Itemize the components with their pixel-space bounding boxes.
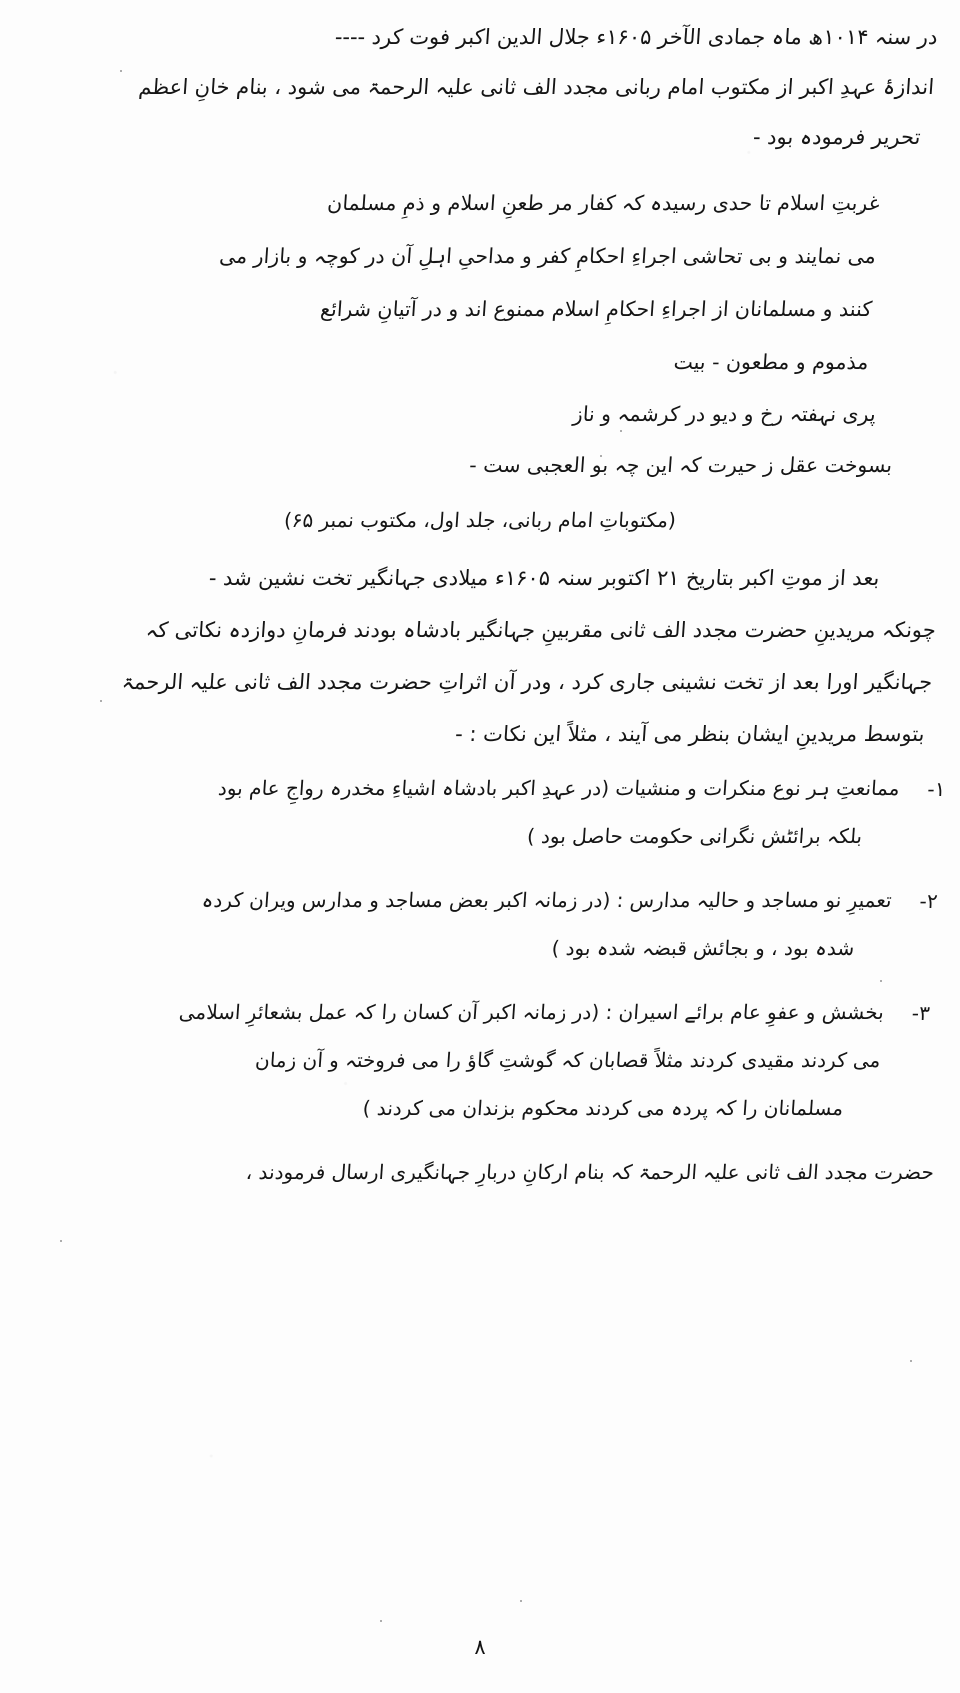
closing-paragraph — [25, 1153, 936, 1191]
list-item — [32, 769, 947, 865]
list-item-line: می کردند مقیدی کردند مثلاً قصابان کہ گوشتِ گاؤ را می فروختہ و آن زمان — [254, 1047, 882, 1072]
list-item-body — [24, 881, 893, 977]
list-item — [24, 881, 939, 977]
page-number: ٨ — [474, 1635, 486, 1659]
paragraph-line: حضرت مجدد الف ثانی علیہ الرحمۃ کہ بنام ارکانِ دربارِ جہانگیری ارسال فرمودند ، — [245, 1159, 935, 1184]
quote-line: می نمایند و بی تحاشی اجراءِ احکامِ کفر و مداحیِ اہلِ آن در کوچہ و بازار می — [218, 243, 877, 268]
paragraph-line: تحریر فرمودہ بود - — [752, 124, 922, 149]
list-item-body — [32, 769, 901, 865]
page-content — [26, 18, 947, 1693]
list-item-line: مسلمانان را کہ پردہ می کردند محکوم بزندان می کردند ) — [361, 1095, 845, 1120]
list-item-line: بخشش و عفوِ عام برائے اسیران : (در زمانہ اکبر آن کسان را کہ عمل بشعائرِ اسلامی — [178, 999, 885, 1024]
paragraph-line: چونکہ مریدینِ حضرت مجدد الف ثانی مقربینِ جہانگیر بادشاہ بودند فرمانِ دوازدہ نکاتی کہ — [145, 618, 937, 643]
paragraph-line: اندازۂ عہدِ اکبر از مکتوب امام ربانی مجدد الف ثانی علیہ الرحمۃ می شود ، بنام خانِ اعظم — [137, 74, 935, 99]
verse-line: پری نہفتہ رخ و دیو در کرشمہ و ناز — [572, 402, 877, 427]
paragraph-line: در سنہ ۱۰۱۴ھ ماہ جمادی الآخر ۱۶۰۵ء جلال الدین اکبر فوت کرد ---- — [334, 25, 939, 49]
list-item-line: ممانعتِ ہر نوع منکرات و منشیات (در عہدِ اکبر بادشاہ اشیاءِ مخدرہ رواجِ عام بود — [217, 775, 901, 800]
quotation-block — [89, 184, 881, 382]
paragraph-line: بعد از موتِ اکبر بتاریخ ۲۱ اکتوبر سنہ ۱۶۰۵ء میلادی جہانگیر تخت نشین شد - — [208, 566, 881, 591]
list-item-line: بلکہ برائٹش نگرانی حکومت حاصل بود ) — [526, 823, 864, 848]
middle-paragraph — [19, 559, 941, 755]
list-item-number: ۲- — [918, 888, 939, 913]
verse-line: بسوخت عقل ز حیرت کہ این چہ بو العجبی ست - — [468, 453, 894, 478]
quote-line: غربتِ اسلام تا حدی رسیدہ کہ کفار مر طعنِ اسلام و ذمِ مسلمان — [326, 190, 881, 215]
top-paragraph — [21, 18, 939, 158]
list-item-line: شدہ بود ، و بجائش قبضہ شدہ بود ) — [550, 935, 856, 960]
quote-line: کنند و مسلمانان از اجراءِ احکامِ اسلام ممنوع اند و در آتیانِ شرائع — [319, 296, 874, 321]
quote-line: مذموم و مطعون - بیت — [672, 349, 870, 374]
list-item-body — [13, 993, 885, 1137]
list-item-number: ۱- — [926, 776, 947, 801]
verse-block — [23, 395, 937, 485]
numbered-list — [13, 769, 947, 1137]
list-item-number: ۳- — [910, 1000, 931, 1025]
paragraph-line: بتوسط مریدینِ ایشان بنظر می آیند ، مثلاً این نکات : - — [454, 721, 926, 746]
list-item — [13, 993, 931, 1137]
citation: (مکتوباتِ امام ربانی، جلد اول، مکتوب نمبر ۶۵) — [283, 508, 677, 533]
list-item-line: تعمیرِ نو مساجد و حالیہ مدارس : (در زمانہ اکبر بعض مساجد و مدارس ویران کردہ — [201, 887, 893, 912]
paragraph-line: جہانگیر اورا بعد از تخت نشینی جاری کرد ، ودر آن اثراتِ حضرت مجدد الف ثانی علیہ الرحمۃ — [121, 670, 934, 695]
